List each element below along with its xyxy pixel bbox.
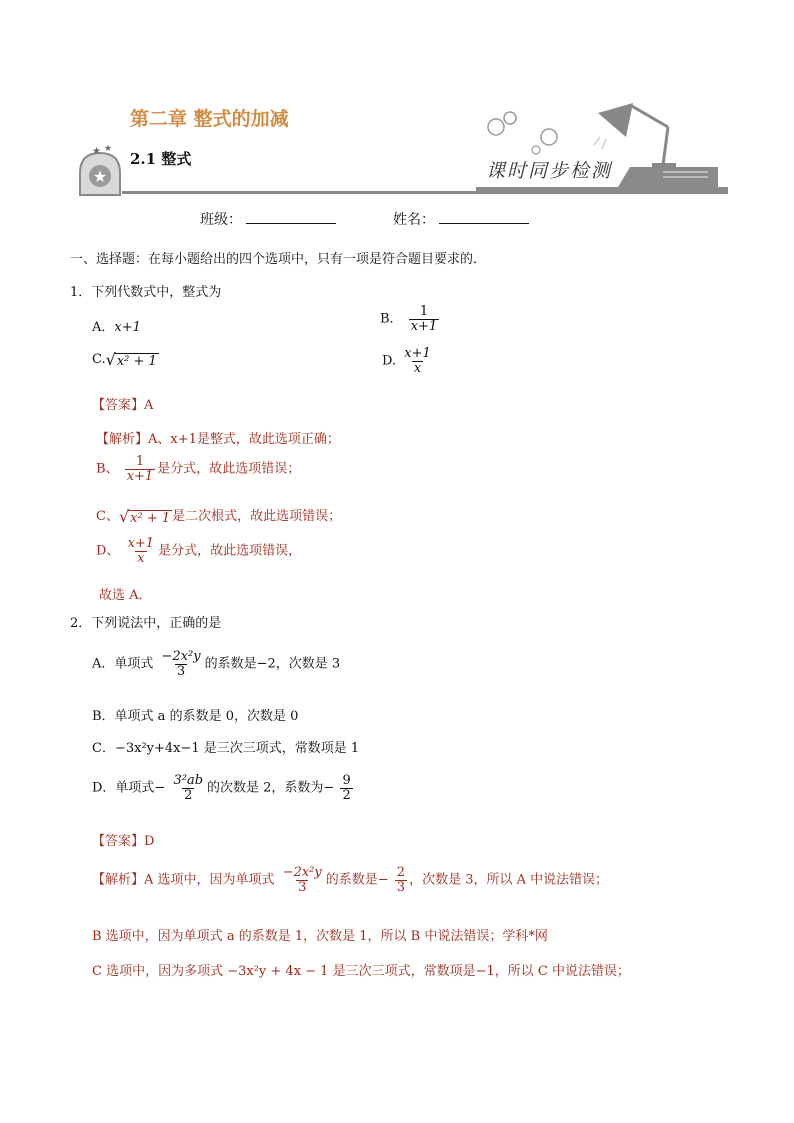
q1-analysis-b-num: 1 [135, 454, 145, 469]
q1-analysis-c: C、 √ x² + 1 是二次根式，故此选项错误； [96, 507, 342, 526]
svg-text:★: ★ [92, 167, 108, 186]
q2-option-d [92, 774, 355, 802]
q1-analysis-c-radicand: x² + 1 [130, 511, 171, 526]
class-field [200, 209, 336, 229]
q1-analysis-b-suffix: 是分式，故此选项错误； [157, 461, 301, 477]
q2-analysis-a-num2: 2 [396, 865, 406, 880]
q2-analysis-a-den2: 3 [396, 879, 406, 895]
q1-option-b [380, 305, 441, 333]
q2-analysis-a-den: 3 [298, 879, 307, 895]
q2-analysis-c: C 选项中，因为多项式 −3x²y + 4x − 1 是三次三项式，常数项是−1，所以 C 中说法错误； [92, 964, 630, 979]
q1-option-d-prefix: D. [382, 353, 397, 369]
q2-option-a-prefix: A．单项式 [92, 656, 154, 672]
q1-analysis-d-den: x [137, 550, 145, 566]
q1-option-c-prefix: C. [92, 352, 106, 367]
instructions: 一、选择题：在每小题给出的四个选项中，只有一项是符合题目要求的． [70, 252, 487, 267]
q2-analysis-a-mid: 的系数是− [325, 872, 389, 888]
q2-option-d-prefix: D．单项式− [92, 780, 166, 796]
q1-analysis-head: 【解析】 [96, 432, 149, 447]
svg-text:★: ★ [92, 146, 101, 157]
name-field [393, 209, 529, 229]
banner-text: 课时同步检测 [486, 160, 613, 182]
q1-option-d-den: x [413, 360, 422, 376]
q2-option-b: B．单项式 a 的系数是 0，次数是 0 [92, 709, 299, 724]
q1-analysis-c-prefix: C、 [96, 509, 119, 524]
chapter-title: 第二章 整式的加减 [130, 108, 289, 130]
q1-analysis-c-suffix: 是二次根式，故此选项错误； [172, 509, 342, 524]
q2-option-a-num: −2x²y [161, 649, 201, 664]
class-label: 班级： [200, 212, 242, 228]
q2-stem: 2．下列说法中，正确的是 [70, 616, 222, 631]
name-blank[interactable] [439, 223, 529, 224]
class-blank[interactable] [246, 223, 336, 224]
q1-analysis-a-text: A、x+1是整式，故此选项正确； [148, 432, 340, 447]
q2-analysis-head: 【解析】 [92, 872, 145, 888]
q1-option-d-num: x+1 [404, 346, 431, 361]
section-title: 2.1 整式 [130, 150, 192, 168]
q1-option-d [382, 347, 435, 375]
q2-option-d-den2: 2 [342, 787, 351, 803]
q1-stem: 1．下列代数式中，整式为 [70, 285, 222, 300]
q1-option-a-prefix: A． [92, 320, 115, 335]
q1-option-c-radicand: x² + 1 [116, 354, 157, 369]
q2-option-d-den: 2 [184, 787, 193, 803]
q1-analysis-d-suffix: 是分式，故此选项错误， [158, 543, 302, 559]
q2-option-a [92, 650, 340, 678]
q1-answer: 【答案】A [92, 398, 154, 413]
name-label: 姓名： [393, 212, 435, 228]
svg-text:★: ★ [104, 144, 113, 154]
q2-option-d-mid: 的次数是 2，系数为− [207, 780, 335, 796]
q1-conclusion: 故选 A． [99, 588, 152, 603]
q1-analysis-d-prefix: D、 [96, 543, 120, 559]
q2-analysis-b: B 选项中，因为单项式 a 的系数是 1，次数是 1，所以 B 中说法错误；学科*网 [92, 929, 548, 944]
q2-analysis-a-num: −2x²y [282, 865, 322, 880]
q2-option-a-suffix: 的系数是−2，次数是 3 [204, 656, 341, 672]
q1-option-b-den: x+1 [410, 318, 438, 334]
q1-option-b-prefix: B． [380, 311, 403, 327]
q1-analysis-d-num: x+1 [127, 536, 155, 551]
q1-analysis-d [96, 537, 301, 565]
q1-analysis-b-den: x+1 [126, 468, 154, 484]
q2-option-c: C．−3x²y+4x−1 是三次三项式，常数项是 1 [92, 741, 360, 756]
q1-analysis-a [96, 428, 340, 447]
q1-analysis-b [96, 455, 300, 483]
q2-option-a-den: 3 [176, 663, 186, 679]
q1-analysis-b-prefix: B、 [96, 461, 119, 477]
q1-option-a-expr: x+1 [114, 320, 141, 335]
star-badge-icon [80, 144, 120, 195]
q1-option-a [92, 316, 141, 335]
q2-analysis-a [92, 866, 608, 894]
q2-analysis-a-suffix: ，次数是 3，所以 A 中说法错误； [409, 872, 609, 888]
q2-option-d-num: 3²ab [173, 773, 204, 788]
q2-analysis-a-prefix: A 选项中，因为单项式 [144, 872, 275, 888]
q1-option-b-num: 1 [419, 304, 429, 319]
q2-answer: 【答案】D [92, 834, 155, 849]
q1-option-c: C. √ x² + 1 [92, 350, 157, 369]
q2-option-d-num2: 9 [342, 773, 351, 788]
